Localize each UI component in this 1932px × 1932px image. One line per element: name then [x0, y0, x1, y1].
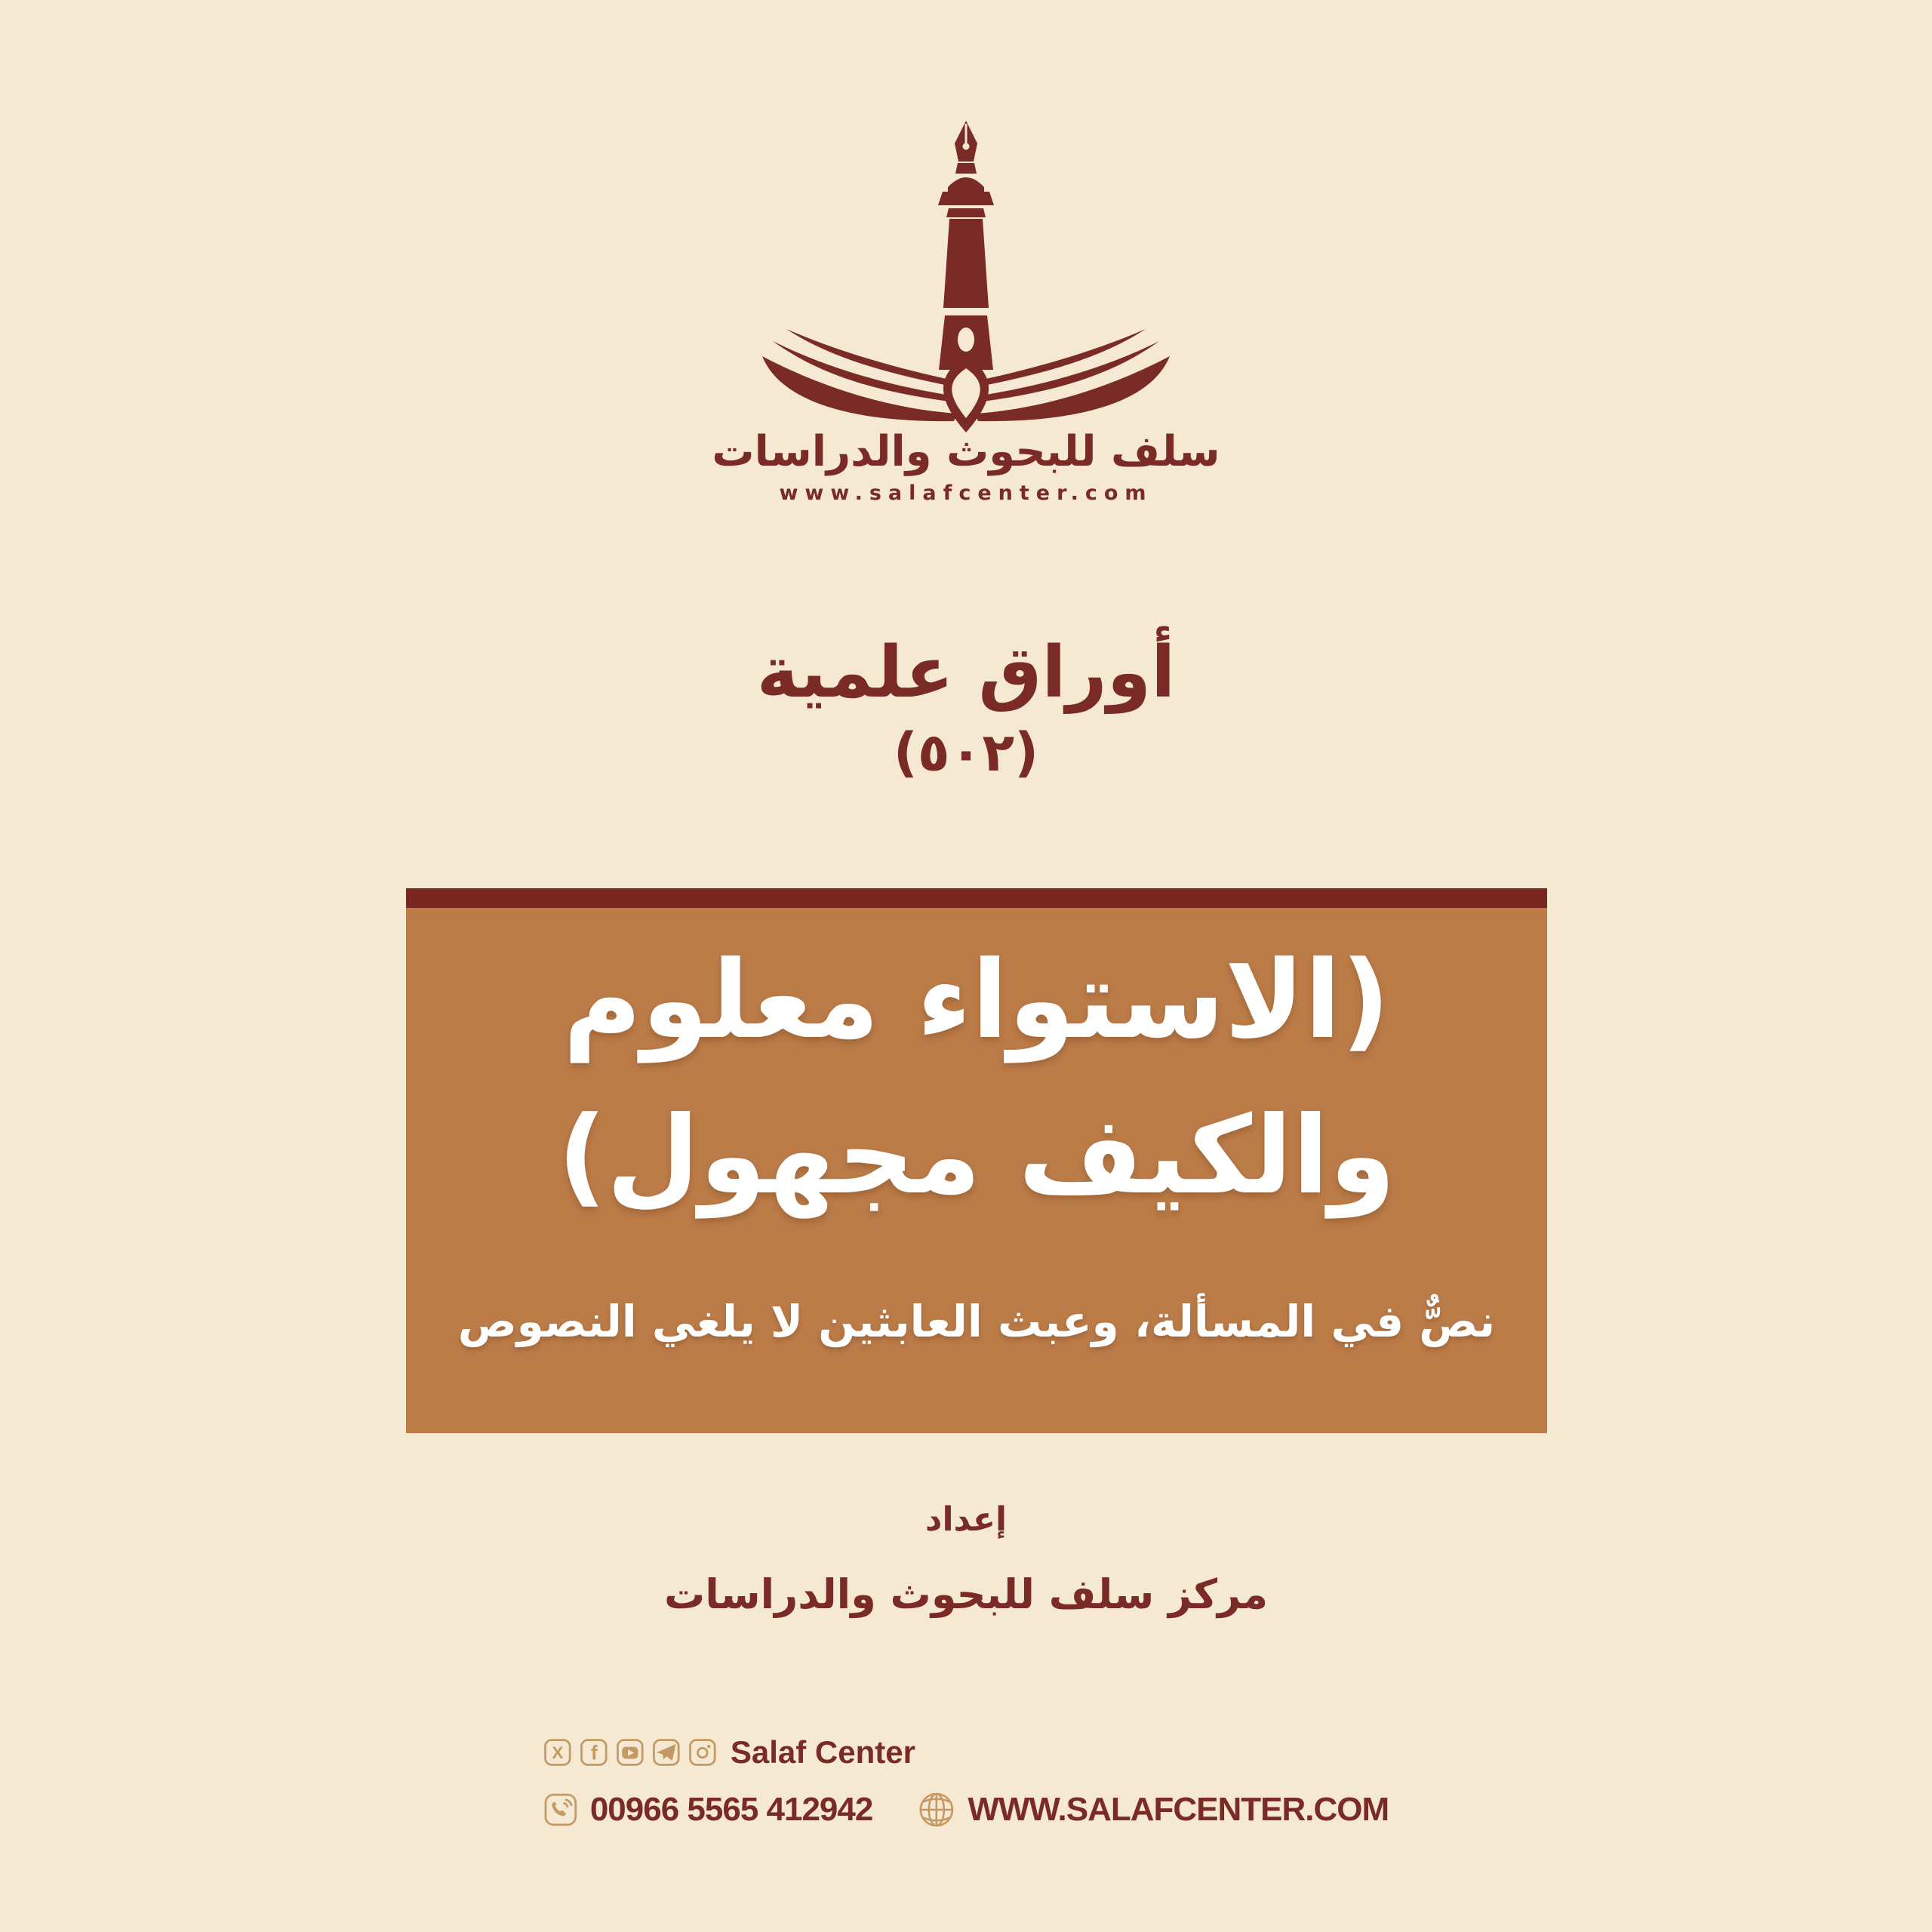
series-title: أوراق علمية	[756, 632, 1176, 714]
social-handle: Salaf Center	[730, 1734, 915, 1770]
phone-number: 00966 5565 412942	[589, 1791, 873, 1828]
footer-website: WWW.SALAFCENTER.COM	[968, 1791, 1389, 1828]
x-icon	[543, 1738, 572, 1767]
minaret-pen-book-icon	[747, 119, 1185, 435]
series-block	[0, 634, 1932, 782]
banner-top-strip	[406, 888, 1547, 908]
series-number: (٥٠٢)	[893, 721, 1039, 784]
logo-org-name: سلف للبحوث والدراسات	[712, 427, 1220, 476]
youtube-icon	[616, 1738, 645, 1767]
banner-subtitle: نصٌّ في المسألة، وعبث العابثين لا يلغي النصوص	[457, 1296, 1496, 1347]
banner-title-line2: والكيف مجهول)	[557, 1094, 1396, 1218]
globe-icon	[916, 1790, 955, 1829]
social-icons	[543, 1738, 717, 1767]
facebook-icon	[580, 1738, 608, 1767]
instagram-icon	[688, 1738, 717, 1767]
telegram-icon	[652, 1738, 681, 1767]
svg-text:X: X	[552, 1743, 564, 1762]
title-banner	[406, 888, 1547, 1433]
social-row	[543, 1734, 1389, 1770]
banner-title-line1: (الاستواء معلوم	[563, 938, 1390, 1063]
contact-row	[543, 1790, 1389, 1829]
svg-text:f: f	[590, 1741, 598, 1764]
author-name: مركز سلف للبحوث والدراسات	[663, 1571, 1269, 1618]
byline-block	[0, 1500, 1932, 1618]
phone-icon	[543, 1792, 578, 1827]
footer	[543, 1734, 1389, 1829]
prepared-by-label: إعداد	[924, 1500, 1008, 1539]
banner-title	[406, 938, 1547, 1218]
logo-website-text: www.salafcenter.com	[779, 481, 1153, 505]
